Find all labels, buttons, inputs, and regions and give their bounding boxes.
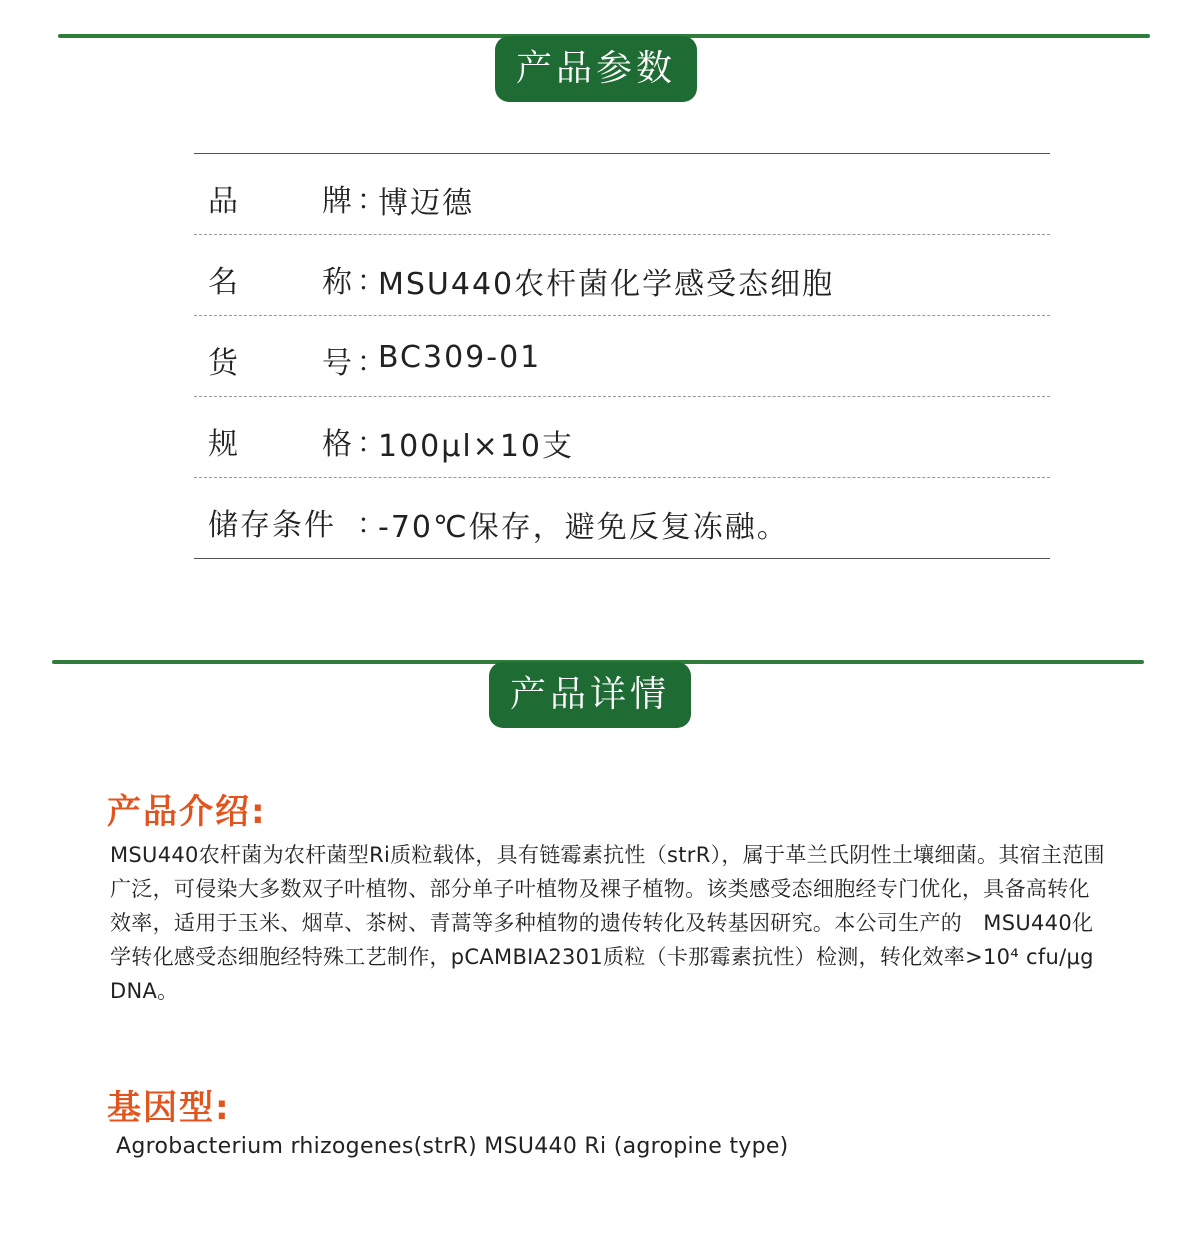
genotype-paragraph: Agrobacterium rhizogenes(strR) MSU440 Ri (agropine type) xyxy=(116,1134,789,1159)
param-label xyxy=(208,338,354,382)
section-header-details xyxy=(0,656,1200,736)
section-title-details: 产品详情 xyxy=(489,662,691,728)
param-row-spec xyxy=(194,397,1050,478)
param-colon: ： xyxy=(357,183,386,216)
param-label-char: 名 xyxy=(208,265,240,300)
param-colon: ： xyxy=(357,264,386,297)
param-label: 储存条件 xyxy=(208,508,336,543)
param-label-char: 称 xyxy=(322,265,354,300)
param-label-char: 格 xyxy=(322,427,354,462)
param-value-storage: -70℃保存，避免反复冻融。 xyxy=(378,510,789,545)
param-row-catalog xyxy=(194,316,1050,397)
param-colon: ： xyxy=(357,426,386,459)
param-value-name: MSU440农杆菌化学感受态细胞 xyxy=(378,267,835,302)
param-row-brand xyxy=(194,154,1050,235)
params-table xyxy=(194,153,1050,559)
param-label-char: 号 xyxy=(322,346,354,381)
section-title-params: 产品参数 xyxy=(495,36,697,102)
param-value-brand: 博迈德 xyxy=(378,186,474,221)
param-label-char: 规 xyxy=(208,427,240,462)
param-value-spec: 100μl×10支 xyxy=(378,429,574,464)
param-label-char: 货 xyxy=(208,346,240,381)
param-label xyxy=(208,257,354,301)
param-label-char: 品 xyxy=(208,184,240,219)
intro-paragraph: MSU440农杆菌为农杆菌型Ri质粒载体，具有链霉素抗性（strR），属于革兰氏阴性土壤细菌。其宿主范围广泛，可侵染大多数双子叶植物、部分单子叶植物及裸子植物。该类感受态细胞经专门优化，具备高转化效率，适用于玉米、烟草、茶树、青蒿等多种植物的遗传转化及转基因研究。本公司生产的 MSU440化学转化感受态细胞经特殊工艺制作，pCAMBIA2301质粒（卡那霉素抗性）检测，转化效率>10⁴ cfu/μg DNA。 xyxy=(110,843,1105,1003)
intro-heading: 产品介绍: xyxy=(107,792,267,832)
param-colon: ： xyxy=(357,507,386,540)
param-label xyxy=(208,419,354,463)
genotype-heading: 基因型: xyxy=(107,1088,231,1128)
param-colon: ： xyxy=(357,345,386,378)
param-value-catalog: BC309-01 xyxy=(378,340,542,375)
param-label xyxy=(208,176,354,220)
param-row-storage xyxy=(194,478,1050,559)
section-header-params xyxy=(0,30,1200,110)
param-label-char: 牌 xyxy=(322,184,354,219)
param-row-name xyxy=(194,235,1050,316)
